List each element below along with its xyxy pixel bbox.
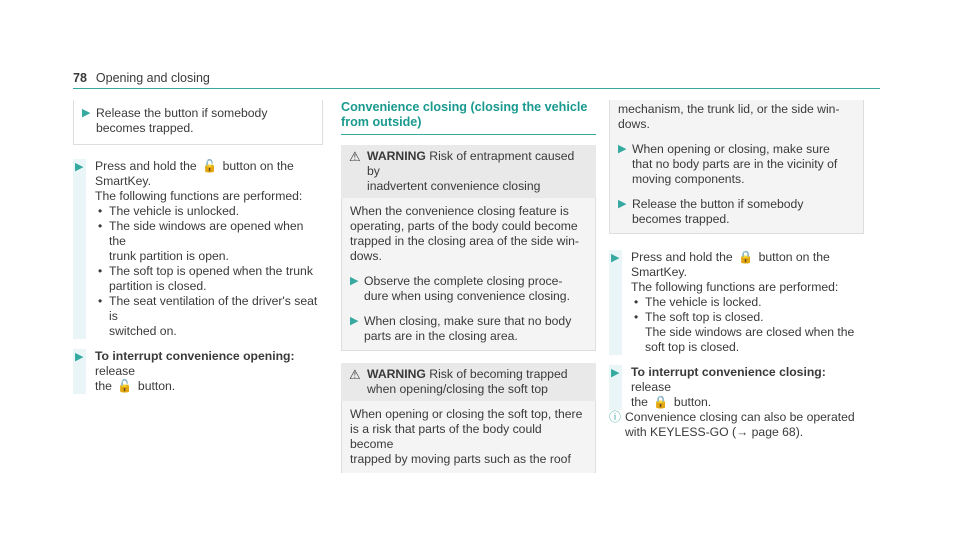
page-number: 78 bbox=[73, 71, 87, 85]
step-press-hold-unlock: ▶ Press and hold the 🔓 button on the SmartKey. The following functions are performed: • The vehicle is unlocked. • The side windows are opened when the trunk partition is open. • The soft top is opened when the trunk partition is closed. • The seat ventilation of the driver's seat is switched on. bbox=[73, 159, 323, 339]
arrow-icon: ▶ bbox=[350, 315, 359, 327]
header-rule bbox=[73, 88, 880, 89]
step-arrow-icon: ▶ bbox=[75, 351, 84, 363]
warning-icon: ⚠ bbox=[349, 149, 361, 164]
list-item: • The soft top is closed. The side windows are closed when the soft top is closed. bbox=[631, 310, 864, 355]
step-arrow-icon: ▶ bbox=[611, 367, 620, 379]
warning-continuation: mechanism, the trunk lid, or the side win- dows. ▶ When opening or closing, make sure that no body parts are in the vicinity of moving components. ▶ Release the button if somebody becomes trapped. bbox=[609, 100, 864, 234]
list-item: • The seat ventilation of the driver's seat is switched on. bbox=[95, 294, 323, 339]
lock-icon: 🔒 bbox=[653, 395, 669, 409]
list-item: • The vehicle is locked. bbox=[631, 295, 864, 310]
unlock-icon: 🔓 bbox=[117, 379, 133, 393]
warning-box-soft-top: ⚠ WARNING Risk of becoming trapped when opening/closing the soft top When opening or closing the soft top, there is a risk that parts of the body could become trapped by moving parts such as the roof bbox=[341, 363, 596, 473]
lock-icon: 🔒 bbox=[738, 250, 754, 264]
info-note: ⓘ Convenience closing can also be operated with KEYLESS-GO (→ page 68). bbox=[609, 410, 855, 439]
info-icon: ⓘ bbox=[609, 410, 622, 424]
column-1 bbox=[73, 100, 323, 394]
page-header bbox=[73, 71, 210, 86]
functions-list bbox=[631, 295, 864, 355]
section-heading: Convenience closing (closing the vehicle from outside) bbox=[341, 100, 588, 129]
arrow-icon: ▶ bbox=[618, 198, 627, 210]
step-arrow-icon: ▶ bbox=[75, 161, 84, 173]
warning-box-entrapment: ⚠ WARNING Risk of entrapment caused by inadvertent convenience closing When the convenience closing feature is operating, parts of the body could become trapped in the closing area of the side win- dows. ▶ Observe the complete closing proce- dure when using convenience closing. ▶ When closing, make sure that no body parts are in the closing area. bbox=[341, 145, 596, 351]
list-item: • The soft top is opened when the trunk partition is closed. bbox=[95, 264, 323, 294]
list-item: • The side windows are opened when the trunk partition is open. bbox=[95, 219, 323, 264]
step-arrow-icon: ▶ bbox=[611, 252, 620, 264]
section-title: Opening and closing bbox=[95, 71, 210, 85]
release-note-box: ▶ Release the button if somebody becomes trapped. bbox=[73, 100, 323, 145]
step-interrupt-closing: ▶ To interrupt convenience closing: release the 🔒 button. bbox=[611, 365, 826, 409]
column-3 bbox=[609, 100, 864, 440]
unlock-icon: 🔓 bbox=[202, 159, 218, 173]
step-press-hold-lock: ▶ Press and hold the 🔒 button on the SmartKey. The following functions are performed: • The vehicle is locked. • The soft top is closed. The side windows are closed when the soft top is closed. bbox=[609, 250, 864, 355]
warning-icon: ⚠ bbox=[349, 367, 361, 382]
arrow-icon: ▶ bbox=[350, 275, 359, 287]
heading-rule bbox=[341, 134, 596, 135]
arrow-icon: ▶ bbox=[82, 107, 91, 119]
functions-list bbox=[95, 204, 323, 339]
arrow-icon: ▶ bbox=[618, 143, 627, 155]
column-2 bbox=[341, 100, 596, 473]
list-item: • The vehicle is unlocked. bbox=[95, 204, 323, 219]
step-interrupt-opening: ▶ To interrupt convenience opening: release the 🔓 button. bbox=[75, 349, 295, 393]
